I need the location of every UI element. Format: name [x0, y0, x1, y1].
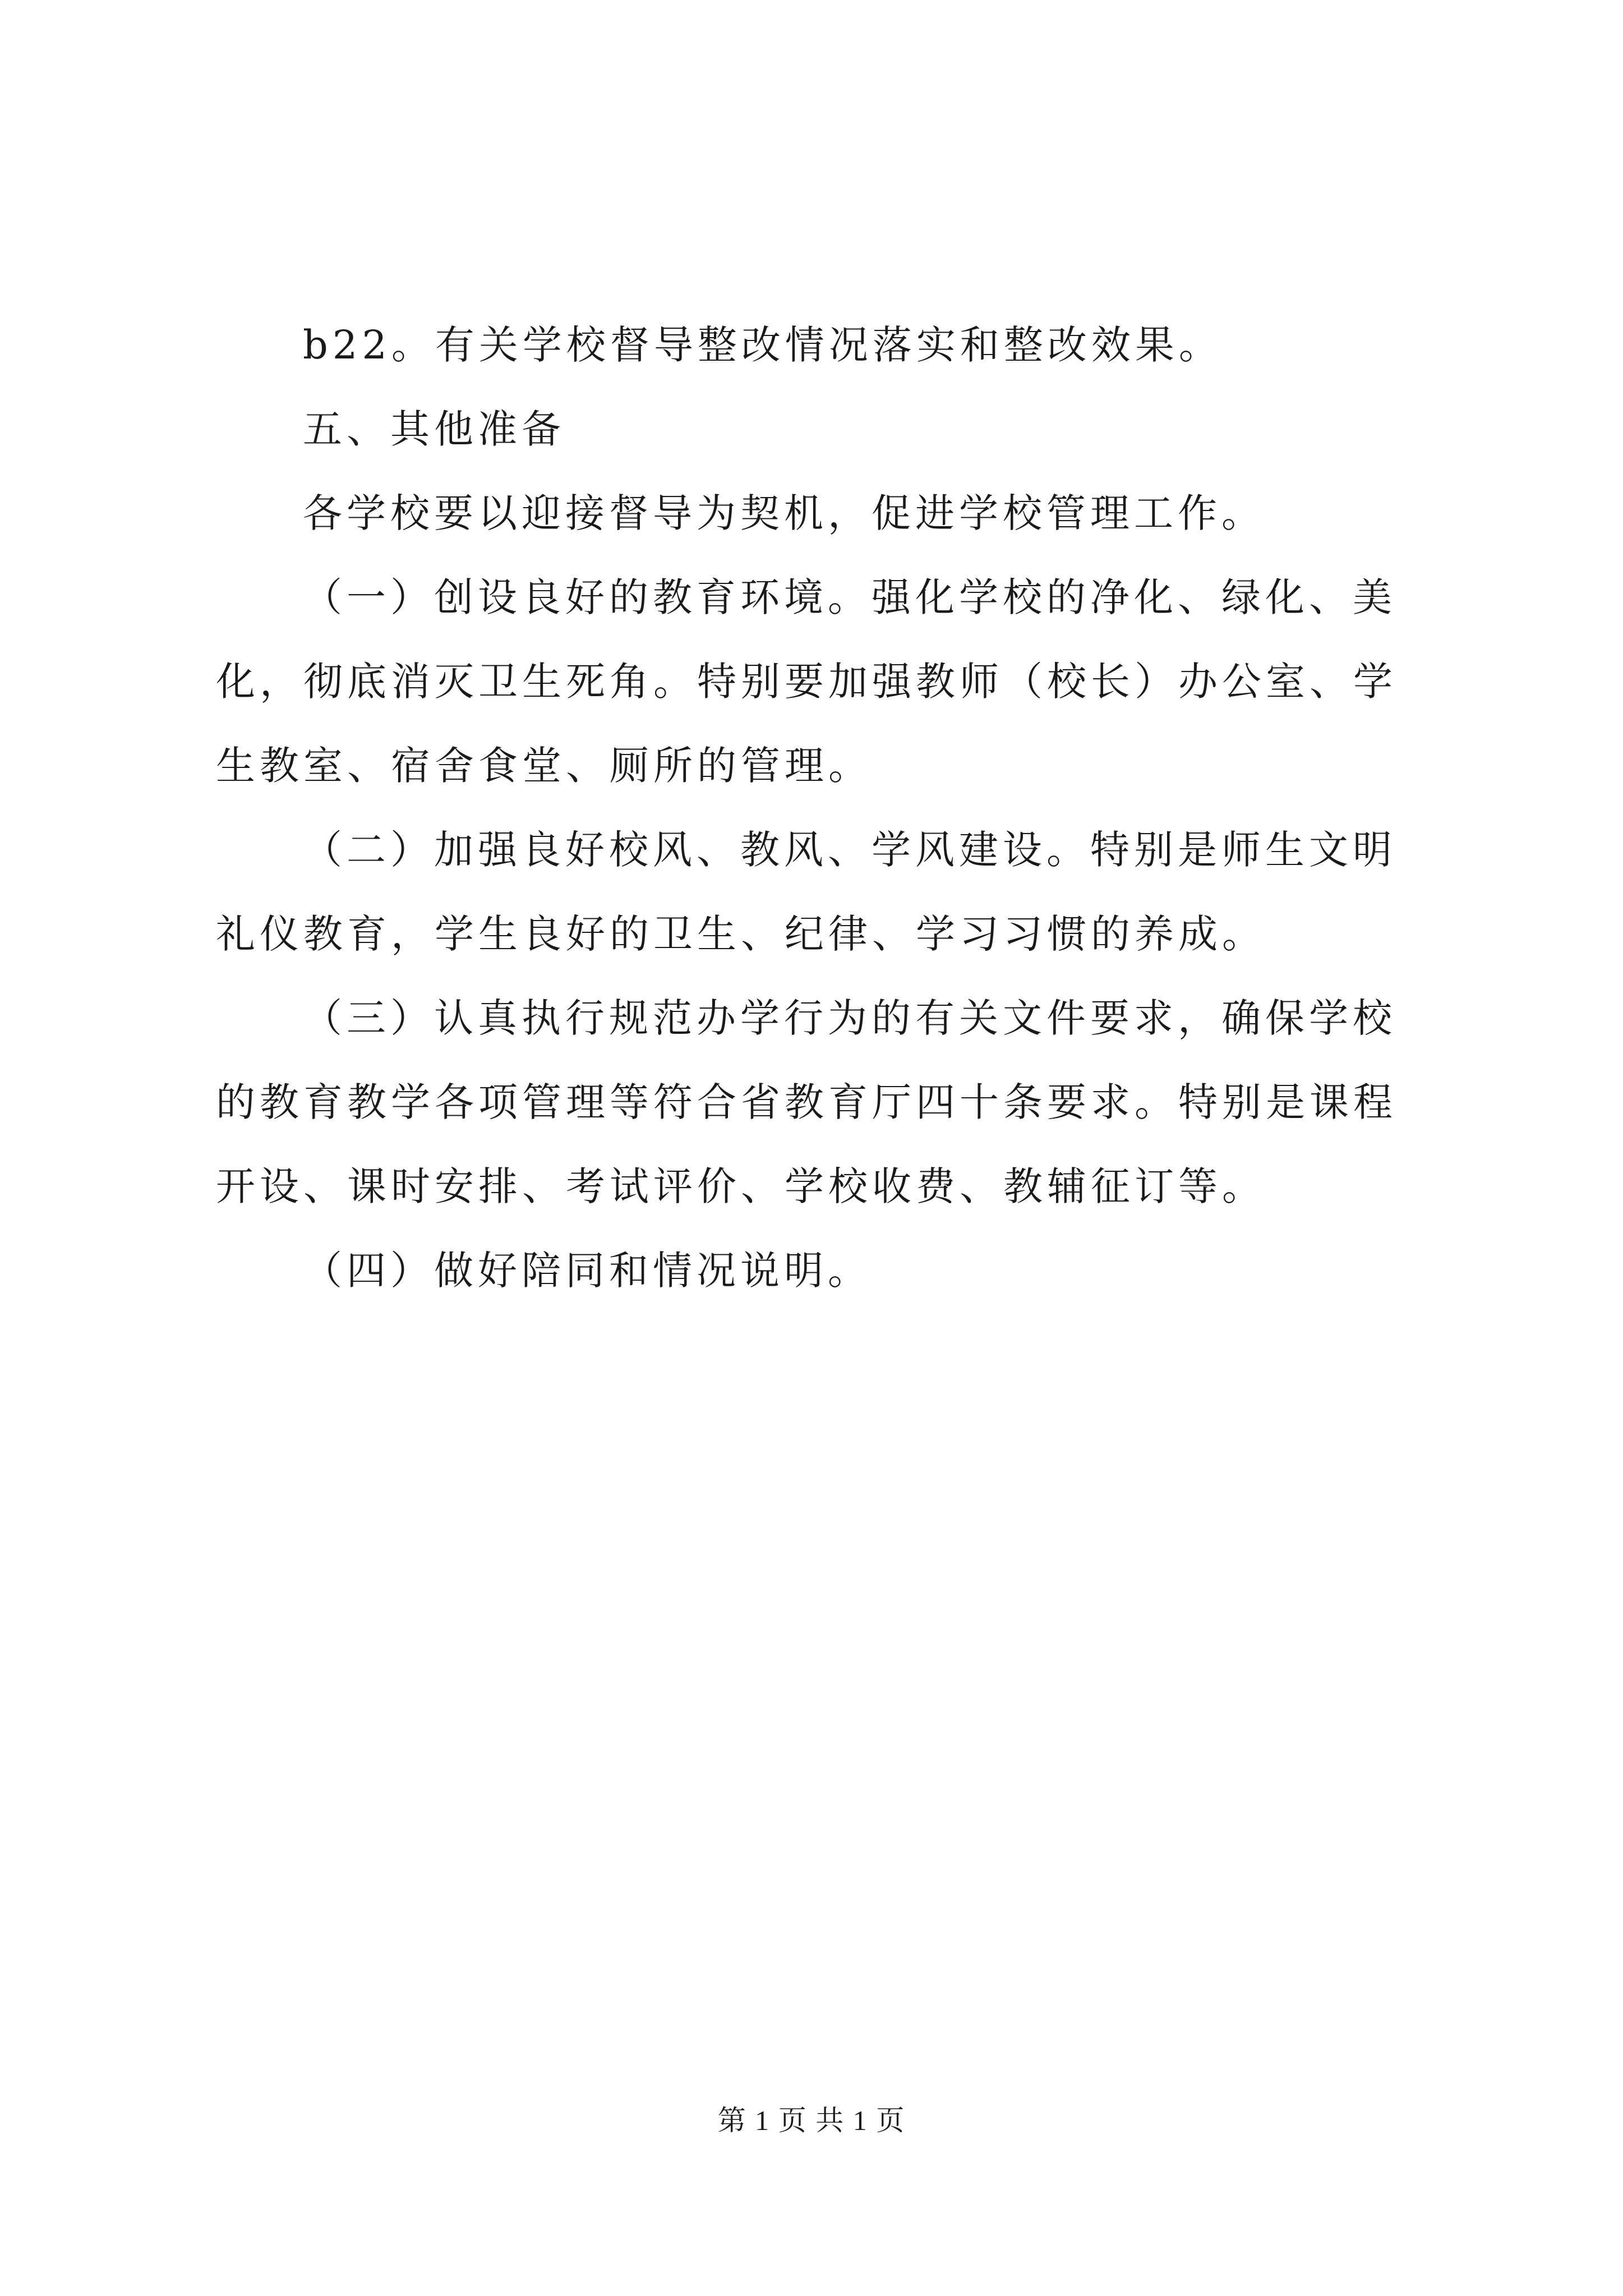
paragraph-b22: b22。有关学校督导整改情况落实和整改效果。	[303, 322, 1223, 368]
page-footer: 第 1 页 共 1 页	[717, 2105, 906, 2136]
section-heading-other-preparations: 五、其他准备	[303, 406, 565, 452]
paragraph-item-1: （一）创设良好的教育环境。强化学校的净化、绿化、美化，彻底消灭卫生死角。特别要加强教师（校长）办公室、学生教室、宿舍食堂、厕所的管理。	[216, 574, 1397, 789]
paragraph-intro: 各学校要以迎接督导为契机，促进学校管理工作。	[303, 490, 1265, 536]
paragraph-item-3: （三）认真执行规范办学行为的有关文件要求，确保学校的教育教学各项管理等符合省教育厅四十条要求。特别是课程开设、课时安排、考试评价、学校收费、教辅征订等。	[216, 995, 1397, 1209]
paragraph-item-2: （二）加强良好校风、教风、学风建设。特别是师生文明礼仪教育，学生良好的卫生、纪律、学习习惯的养成。	[216, 827, 1396, 957]
document-body	[216, 303, 1438, 1313]
paragraph-item-4: （四）做好陪同和情况说明。	[303, 1248, 872, 1294]
